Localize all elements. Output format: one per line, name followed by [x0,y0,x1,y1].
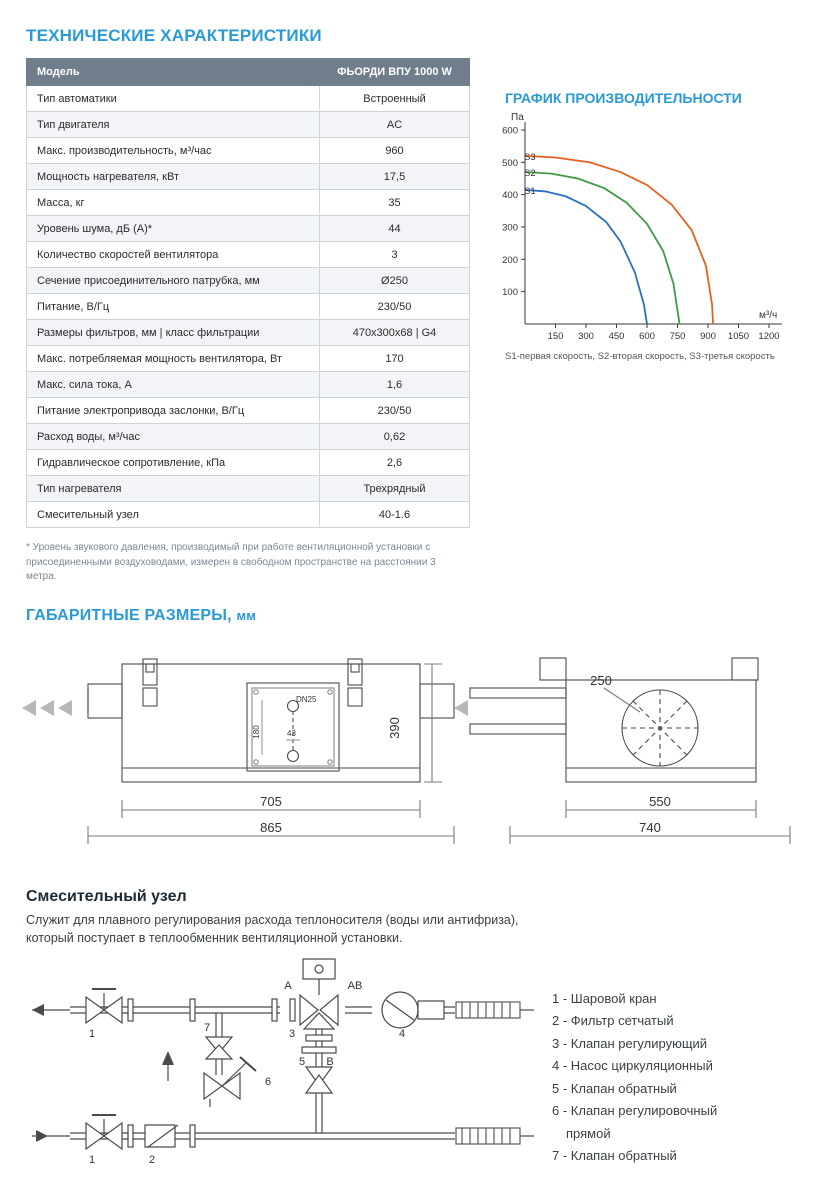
table-row [27,424,470,450]
legend-item: 1 - Шаровой кран [552,991,657,1006]
chart-series-label-S3: S3 [524,151,536,163]
row-label: Гидравлическое сопротивление, кПа [27,450,320,476]
drawings-svg [0,640,820,865]
legend-item: 4 - Насос циркуляционный [552,1058,713,1074]
table-row [27,502,470,528]
legend-item: 7 - Клапан обратный [552,1148,677,1164]
chart-line-S1 [525,190,647,324]
dim-plate-small: 43 [287,729,296,738]
series-labels [524,152,536,197]
row-label: Расход воды, м³/час [27,424,320,450]
flow-arrows [32,1004,174,1142]
table-row [27,190,470,216]
row-label: Смесительный узел [27,502,320,528]
table-row [27,138,470,164]
mixing-diagram-svg [0,955,560,1175]
row-value: Трехрядный [320,476,470,502]
legend-item: 2 - Фильтр сетчатый [552,1013,674,1029]
page-title: ТЕХНИЧЕСКИЕ ХАРАКТЕРИСТИКИ [26,26,322,45]
table-row [27,346,470,372]
x-axis-ticks [548,324,780,342]
callout-3: 3 [288,1028,296,1040]
svg-text:450: 450 [608,331,625,342]
svg-text:150: 150 [547,331,564,342]
table-row [27,268,470,294]
row-value: 3 [320,242,470,268]
svg-text:1200: 1200 [758,331,780,342]
svg-text:600: 600 [502,125,518,137]
row-value: Встроенный [320,86,470,112]
dim-plate-height: 180 [252,725,261,739]
row-label: Макс. сила тока, А [27,372,320,398]
dimensions-title-unit: мм [236,608,257,623]
footnote: * Уровень звукового давления, производимый при работе вентиляционной установки с присоединенными воздуховодами, измерен в свободном пространстве на расстоянии 3 метра. [26,542,436,582]
callout-1-bottom: 1 [88,1154,96,1166]
dimensions-title-text: ГАБАРИТНЫЕ РАЗМЕРЫ, [26,607,232,624]
callout-B: B [326,1056,334,1068]
svg-text:900: 900 [700,331,716,342]
port-label: DN25 [296,695,317,704]
row-value: 35 [320,190,470,216]
row-label: Питание, В/Гц [27,294,320,320]
row-label: Размеры фильтров, мм | класс фильтрации [27,320,320,346]
x-axis-label: м³/ч [759,310,778,321]
legend-item-cont: прямой [566,1125,611,1141]
row-label: Мощность нагревателя, кВт [27,164,320,190]
chart-legend-note: S1-первая скорость, S2-вторая скорость, S3-третья скорость [505,351,775,362]
svg-text:1050: 1050 [727,331,750,342]
svg-text:400: 400 [502,190,518,202]
table-row [27,450,470,476]
svg-text:300: 300 [502,222,518,234]
legend-item: 5 - Клапан обратный [552,1080,677,1096]
svg-text:600: 600 [639,331,655,342]
row-value: 44 [320,216,470,242]
row-value: Ø250 [320,268,470,294]
table-row [27,294,470,320]
specifications-table [26,58,470,528]
row-label: Тип двигателя [27,112,320,138]
row-label: Питание электропривода заслонки, В/Гц [27,398,320,424]
row-value: 0,62 [320,424,470,450]
svg-text:500: 500 [502,157,518,169]
performance-chart [497,112,797,372]
chart-line-S2 [525,172,680,324]
table-header-model-value: ФЬОРДИ ВПУ 1000 W [320,59,470,86]
row-value: 2,6 [320,450,470,476]
dim-front-height: 390 [387,717,402,739]
svg-text:100: 100 [502,287,518,299]
row-label: Масса, кг [27,190,320,216]
airflow-arrows [22,700,468,716]
chart-series-label-S2: S2 [524,168,536,180]
table-row [27,216,470,242]
dim-side-diameter: 250 [590,673,612,688]
dim-front-inner: 705 [260,794,282,809]
callout-5: 5 [298,1056,306,1068]
chart-legend [505,350,775,364]
row-value: 470х300х68 | G4 [320,320,470,346]
row-value: 170 [320,346,470,372]
legend-item: 6 - Клапан регулировочный [552,1103,718,1119]
row-label: Сечение присоединительного патрубка, мм [27,268,320,294]
callout-A: A [284,980,292,992]
row-value: 960 [320,138,470,164]
legend-item: 3 - Клапан регулирующий [552,1035,708,1051]
callout-1-top: 1 [88,1028,96,1040]
mixing-unit-diagram [0,955,560,1175]
table-row [27,398,470,424]
chart-svg [497,112,797,372]
callout-2: 2 [148,1154,156,1166]
callout-4: 4 [398,1028,406,1040]
dim-side-inner: 550 [649,794,671,809]
table-header-row [27,59,470,86]
dimensions-title [26,607,256,625]
table-row [27,242,470,268]
svg-text:300: 300 [578,331,594,342]
mixing-unit-description: Служит для плавного регулирования расхода теплоносителя (воды или антифриза), который поступает в теплообменник вентиляционной установки. [26,913,519,946]
callout-7: 7 [203,1022,211,1034]
row-value: AC [320,112,470,138]
row-label: Количество скоростей вентилятора [27,242,320,268]
dim-front-outer: 865 [260,820,282,835]
callout-AB: AB [347,980,363,992]
svg-text:200: 200 [502,254,518,266]
mixing-unit-legend [552,988,717,1168]
y-axis-ticks [502,126,525,299]
row-value: 17,5 [320,164,470,190]
row-label: Макс. производительность, м³/час [27,138,320,164]
row-value: 230/50 [320,294,470,320]
mixing-unit-title: Смесительный узел [26,888,187,905]
chart-series-label-S1: S1 [524,185,536,197]
row-value: 1,6 [320,372,470,398]
row-label: Тип автоматики [27,86,320,112]
table-row [27,112,470,138]
dim-side-outer: 740 [639,820,661,835]
table-row [27,320,470,346]
table-row [27,164,470,190]
chart-title: ГРАФИК ПРОИЗВОДИТЕЛЬНОСТИ [505,90,742,106]
callout-6: 6 [264,1076,272,1088]
row-value: 40-1.6 [320,502,470,528]
y-axis-label: Па [511,112,524,123]
row-value: 230/50 [320,398,470,424]
chart-series [525,156,713,324]
row-label: Уровень шума, дБ (А)* [27,216,320,242]
row-label: Макс. потребляемая мощность вентилятора, Вт [27,346,320,372]
table-row [27,372,470,398]
dimension-drawings [0,640,820,865]
svg-text:750: 750 [669,331,686,342]
table-row [27,86,470,112]
table-row [27,476,470,502]
row-label: Тип нагревателя [27,476,320,502]
table-header-model: Модель [27,59,320,86]
